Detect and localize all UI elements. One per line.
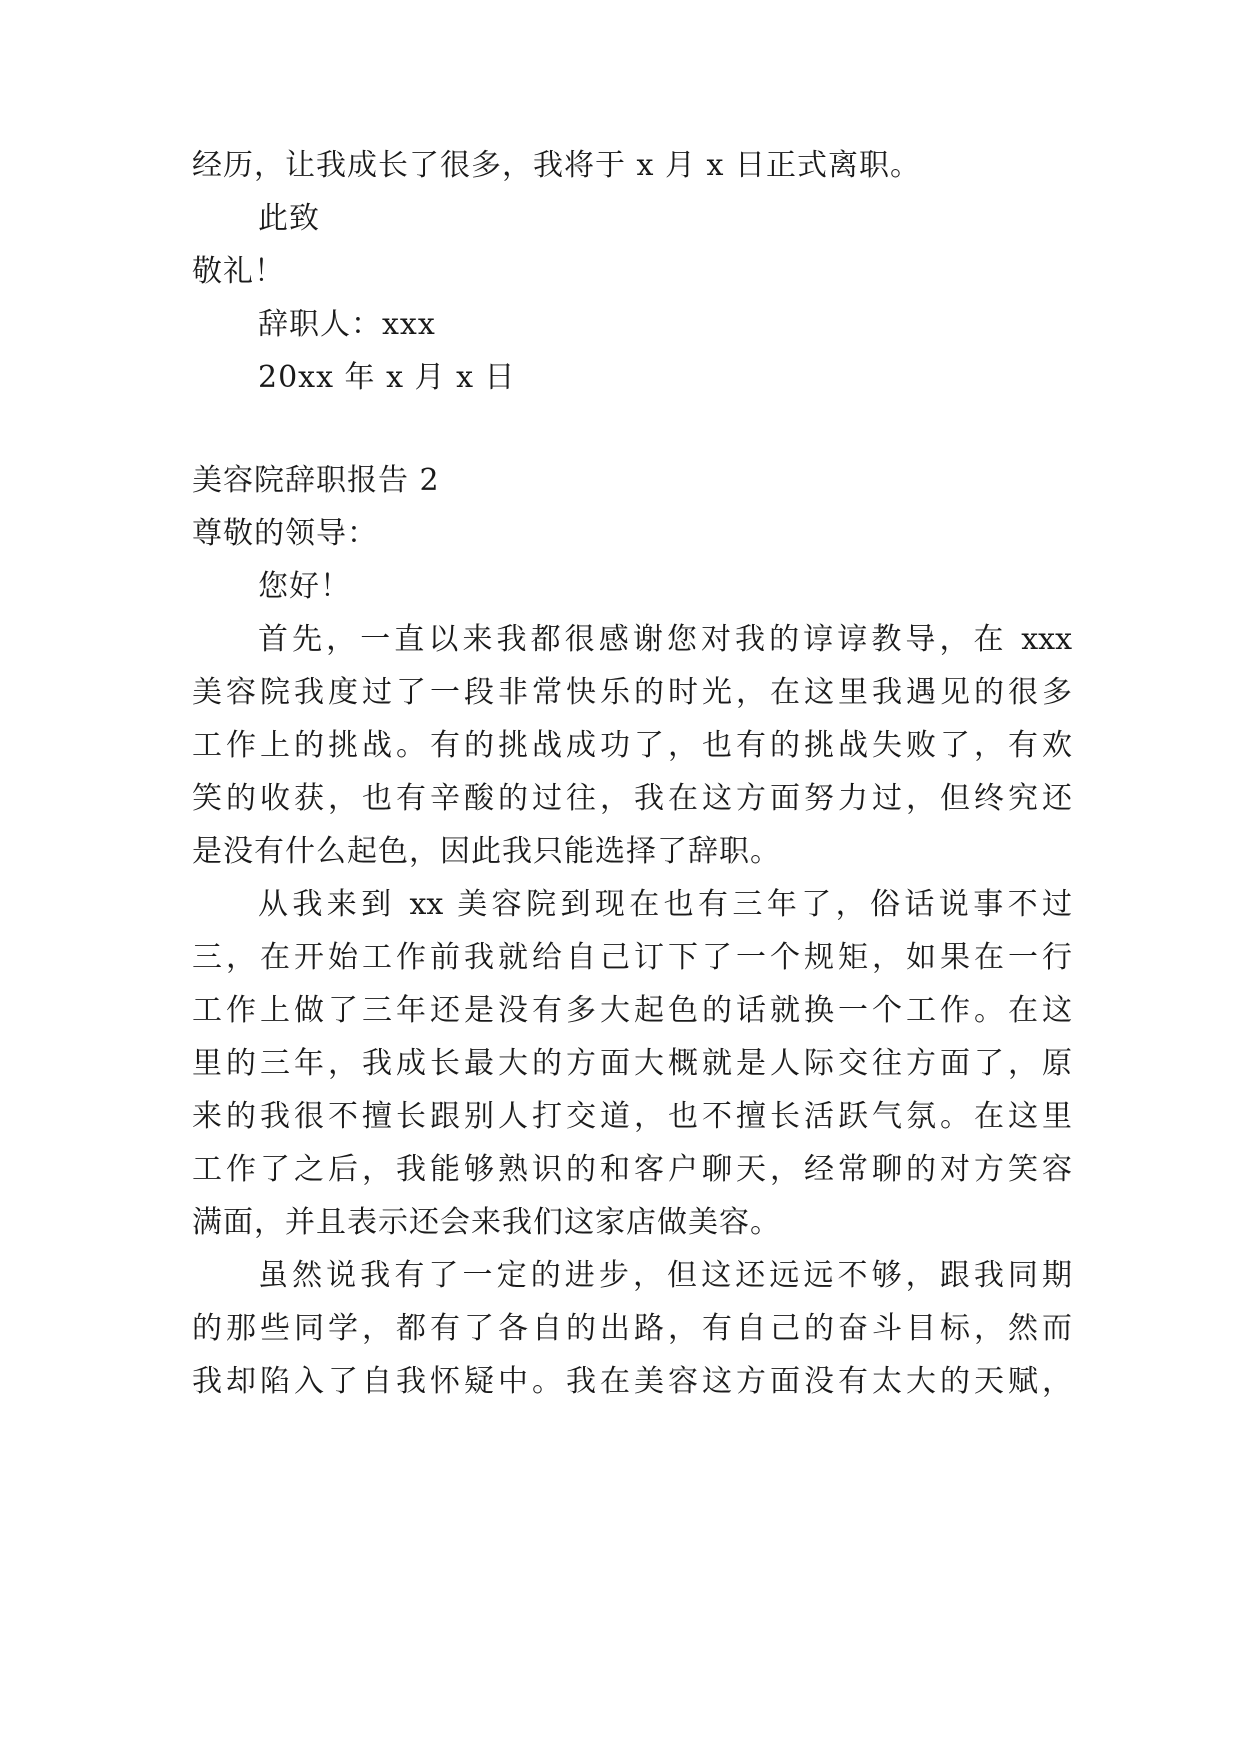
paragraph-line: 笑的收获，也有辛酸的过往，我在这方面努力过，但终究还: [192, 781, 1072, 816]
salutation-line: 尊敬的领导：: [192, 516, 378, 551]
paragraph-line: 满面，并且表示还会来我们这家店做美容。: [192, 1205, 781, 1240]
paragraph-line: 美容院我度过了一段非常快乐的时光，在这里我遇见的很多: [192, 675, 1072, 710]
text-line: 经历，让我成长了很多，我将于 x 月 x 日正式离职。: [192, 148, 921, 183]
paragraph-line: 三，在开始工作前我就给自己订下了一个规矩，如果在一行: [192, 940, 1072, 975]
closing-salute: 敬礼！: [192, 254, 285, 289]
paragraph-line: 是没有什么起色，因此我只能选择了辞职。: [192, 834, 781, 869]
paragraph-line: 里的三年，我成长最大的方面大概就是人际交往方面了，原: [192, 1046, 1072, 1081]
greeting-line: 您好！: [258, 569, 351, 604]
paragraph-line: 的那些同学，都有了各自的出路，有自己的奋斗目标，然而: [192, 1311, 1072, 1346]
paragraph-line: 来的我很不擅长跟别人打交道，也不擅长活跃气氛。在这里: [192, 1099, 1072, 1134]
section-title: 美容院辞职报告 2: [192, 463, 440, 498]
paragraph-line: 我却陷入了自我怀疑中。我在美容这方面没有太大的天赋，: [192, 1364, 1072, 1399]
paragraph-line: 工作上的挑战。有的挑战成功了，也有的挑战失败了，有欢: [192, 728, 1072, 763]
paragraph-line: 首先，一直以来我都很感谢您对我的谆谆教导，在 xxx: [258, 622, 1072, 657]
paragraph-line: 工作上做了三年还是没有多大起色的话就换一个工作。在这: [192, 993, 1072, 1028]
closing-line: 此致: [258, 201, 320, 236]
date-line: 20xx 年 x 月 x 日: [258, 360, 516, 395]
paragraph-line: 工作了之后，我能够熟识的和客户聊天，经常聊的对方笑容: [192, 1152, 1072, 1187]
paragraph-line: 从我来到 xx 美容院到现在也有三年了，俗话说事不过: [258, 887, 1072, 922]
paragraph-line: 虽然说我有了一定的进步，但这还远远不够，跟我同期: [258, 1258, 1072, 1293]
signer-line: 辞职人：xxx: [258, 307, 436, 342]
